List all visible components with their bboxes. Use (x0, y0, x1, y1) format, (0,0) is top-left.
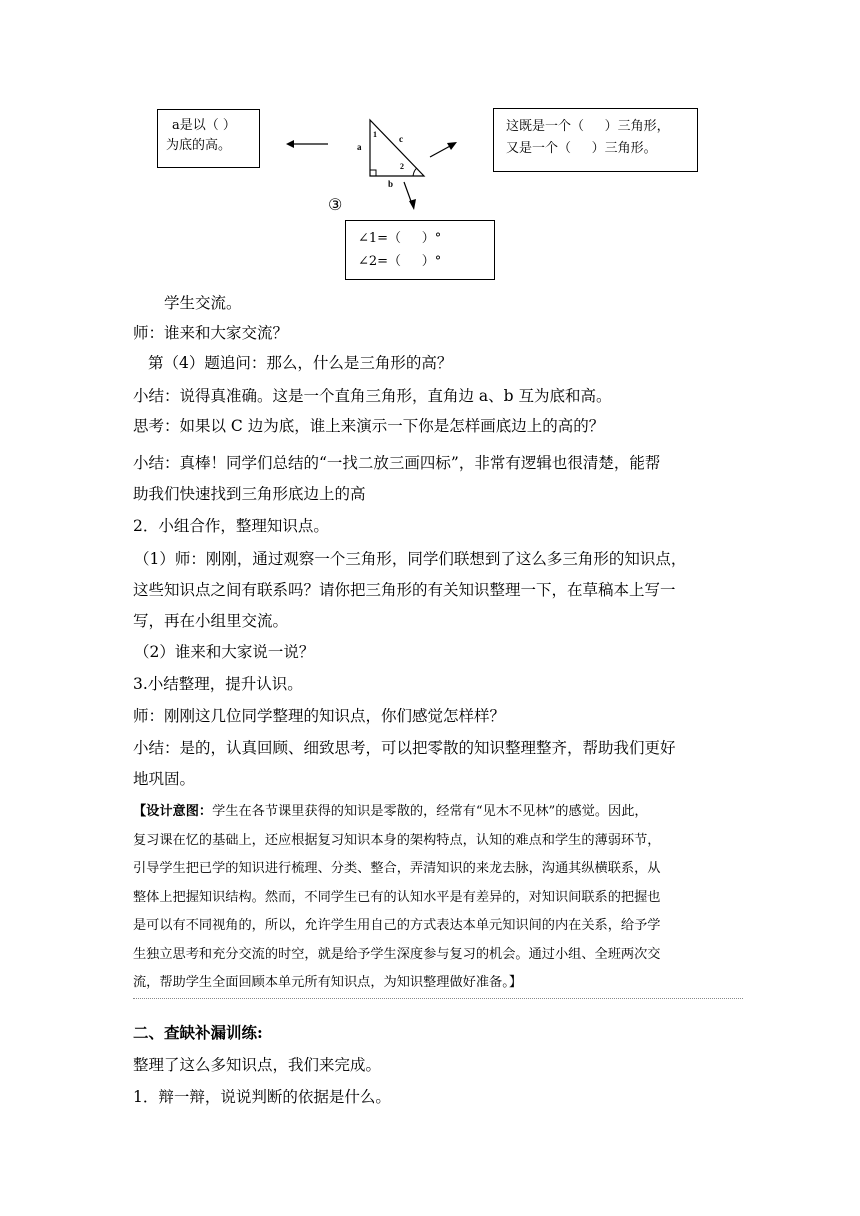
label-2: 2 (400, 162, 404, 171)
arrow-right-head (447, 142, 457, 150)
design-line-3: 整体上把握知识结构。然而，不同学生已有的认知水平是有差异的，对知识间联系的把握也 (133, 889, 661, 905)
design-line-6: 流，帮助学生全面回顾本单元所有知识点，为知识整理做好准备。】 (133, 975, 523, 990)
design-line-5: 生独立思考和充分交流的时空，就是给予学生深度参与复习的机会。通过小组、全班两次交 (133, 946, 661, 962)
section2-line-0: 整理了这么多知识点，我们来完成。 (133, 1056, 382, 1074)
design-line-1: 复习课在忆的基础上，还应根据复习知识本身的架构特点，认知的难点和学生的薄弱环节， (133, 832, 661, 848)
angle-2-arc (413, 168, 417, 176)
para-14: 小结：是的，认真回顾、细致思考，可以把零散的知识整理整齐，帮助我们更好 (133, 739, 676, 757)
box-right-line1: 这既是一个（ ）三角形， (506, 119, 670, 134)
para-8: （1）师：刚刚，通过观察一个三角形，同学们联想到了这么多三角形的知识点， (134, 550, 687, 568)
para-5: 小结：真棒！同学们总结的“一找二放三画四标”，非常有逻辑也很清楚，能帮 (133, 454, 661, 472)
para-11: （2）谁来和大家说一说？ (134, 643, 315, 661)
para-6: 助我们快速找到三角形底边上的高 (133, 485, 366, 503)
section2-heading: 二、查缺补漏训练: (133, 1023, 263, 1042)
design-line-0-text: 学生在各节课里获得的知识是零散的，经常有“见木不见林”的感觉。因此， (212, 804, 648, 819)
design-label: 【设计意图： (133, 804, 213, 819)
para-1: 师：谁来和大家交流？ (133, 324, 289, 342)
para-15: 地巩固。 (133, 770, 196, 788)
label-c: c (399, 134, 403, 144)
para-10: 写，再在小组里交流。 (133, 612, 289, 630)
box-right-line2: 又是一个（ ）三角形。 (506, 141, 657, 156)
section2-line-1: 1．辩一辩，说说判断的依据是什么。 (133, 1088, 391, 1106)
arrow-right (430, 145, 452, 157)
right-triangle (370, 120, 424, 176)
right-angle-mark (370, 170, 376, 176)
label-b: b (388, 179, 394, 189)
para-13: 师：刚刚这几位同学整理的知识点，你们感觉怎样样？ (133, 707, 506, 725)
triangle-diagram (0, 0, 860, 300)
para-3: 小结：说得真准确。这是一个直角三角形，直角边 a、b 互为底和高。 (133, 387, 612, 405)
design-intent-block (133, 798, 743, 999)
para-9: 这些知识点之间有联系吗？请你把三角形的有关知识整理一下，在草稿本上写一 (133, 581, 676, 599)
para-2: 第（4）题追问：那么，什么是三角形的高？ (148, 354, 453, 372)
para-4: 思考：如果以 C 边为底，谁上来演示一下你是怎样画底边上的高的？ (133, 417, 605, 435)
para-12: 3.小结整理，提升认识。 (133, 675, 303, 693)
box-left-line2: 为底的高。 (166, 138, 232, 153)
design-line-4: 是可以有不同视角的，所以，允许学生用自己的方式表达本单元知识间的内在关系，给予学 (133, 918, 661, 933)
design-line-2: 引导学生把已学的知识进行梳理、分类、整合，弄清知识的来龙去脉，沟通其纵横联系，从 (133, 861, 661, 876)
box-left-line1: a是以（ ） (172, 118, 236, 133)
label-1: 1 (373, 130, 377, 139)
box-bottom-line1: ∠1=（ ）° (358, 231, 442, 246)
circled-number: ③ (328, 195, 343, 214)
para-7: 2．小组合作，整理知识点。 (133, 517, 329, 535)
para-0: 学生交流。 (164, 294, 242, 312)
design-line-0 (133, 798, 743, 827)
arrow-left-head (286, 140, 294, 148)
label-a: a (357, 142, 362, 152)
arrow-down-head (409, 199, 416, 210)
box-bottom-line2: ∠2=（ ）° (358, 254, 442, 269)
